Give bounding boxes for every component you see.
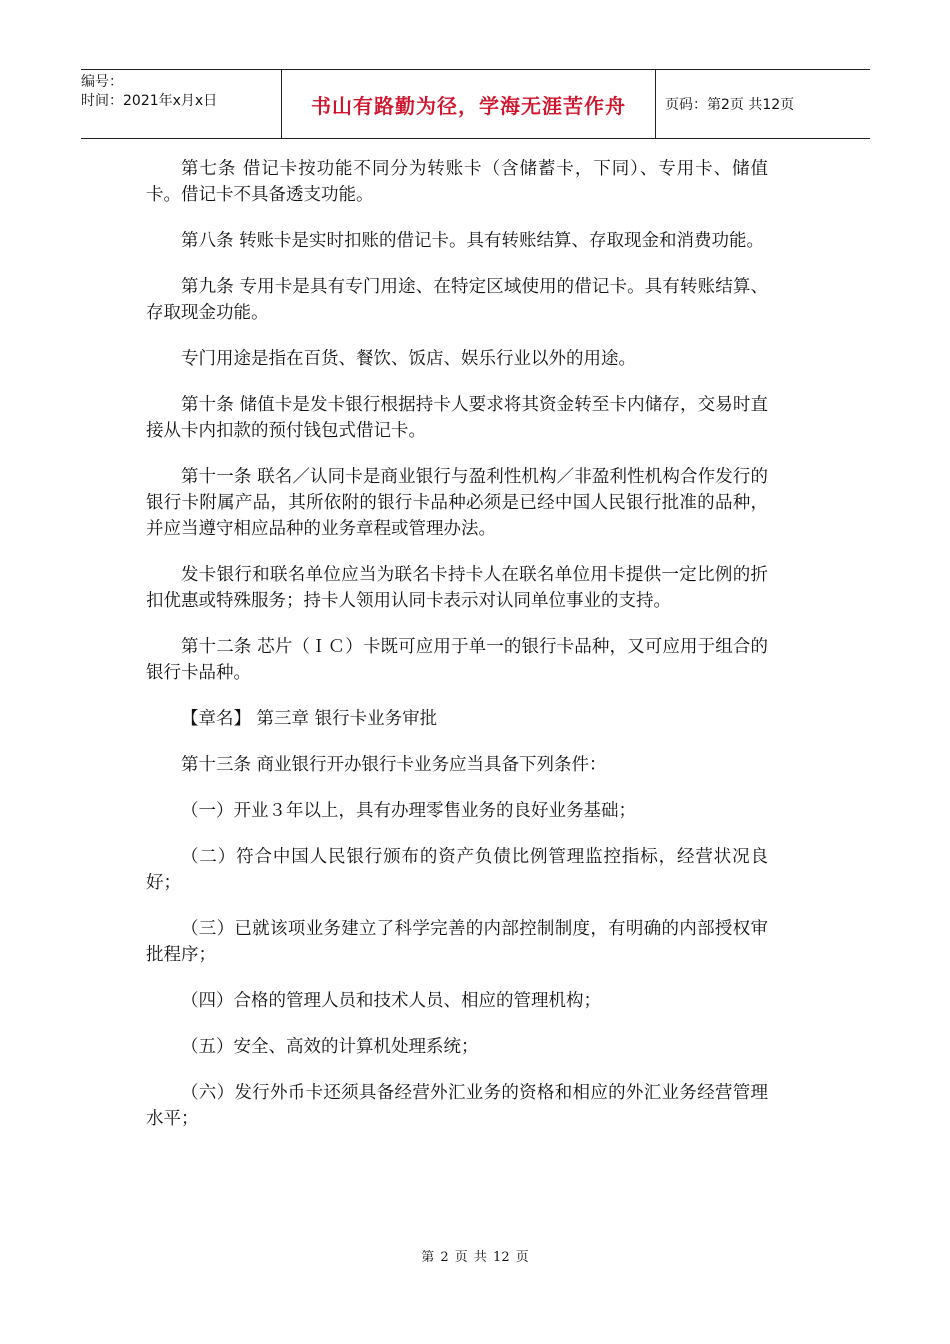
- article-12: 第十二条 芯片（ＩＣ）卡既可应用于单一的银行卡品种，又可应用于组合的银行卡品种。: [146, 637, 768, 683]
- article-8: 第八条 转账卡是实时扣账的借记卡。具有转账结算、存取现金和消费功能。: [181, 231, 765, 251]
- condition-3: （三）已就该项业务建立了科学完善的内部控制制度，有明确的内部授权审批程序；: [146, 919, 768, 965]
- chapter-heading: 【章名】 第三章 银行卡业务审批: [181, 709, 438, 729]
- header-motto-cell: [281, 70, 656, 138]
- date-line: 时间：2021年x月x日: [81, 93, 218, 109]
- condition-4: （四）合格的管理人员和技术人员、相应的管理机构；: [181, 991, 601, 1011]
- serial-label: 编号：: [81, 74, 123, 90]
- article-10: 第十条 储值卡是发卡银行根据持卡人要求将其资金转至卡内储存，交易时直接从卡内扣款的预付钱包式借记卡。: [146, 395, 768, 441]
- condition-1: （一）开业３年以上，具有办理零售业务的良好业务基础；: [181, 801, 636, 821]
- footer-page-number: 第 2 页 共 12 页: [421, 1250, 529, 1265]
- article-9: 第九条 专用卡是具有专门用途、在特定区域使用的借记卡。具有转账结算、存取现金功能。: [146, 277, 768, 323]
- article-11: 第十一条 联名／认同卡是商业银行与盈利性机构／非盈利性机构合作发行的银行卡附属产品，其所依附的银行卡品种必须是已经中国人民银行批准的品种，并应当遵守相应品种的业务章程或管理办法。: [146, 467, 768, 539]
- motto: 书山有路勤为径，学海无涯苦作舟: [311, 93, 626, 118]
- header-meta: [81, 70, 281, 141]
- special-use-note: 专门用途是指在百货、餐饮、饭店、娱乐行业以外的用途。: [181, 349, 636, 369]
- page-header: [81, 69, 870, 139]
- article-13: 第十三条 商业银行开办银行卡业务应当具备下列条件：: [181, 755, 607, 775]
- page-footer: [0, 1246, 950, 1265]
- condition-2: （二）符合中国人民银行颁布的资产负债比例管理监控指标，经营状况良好；: [146, 847, 768, 893]
- page-info: 页码：第2页 共12页: [665, 97, 795, 113]
- cobrand-note: 发卡银行和联名单位应当为联名卡持卡人在联名单位用卡提供一定比例的折扣优惠或特殊服务；持卡人领用认同卡表示对认同单位事业的支持。: [146, 565, 768, 611]
- article-7: 第七条 借记卡按功能不同分为转账卡（含储蓄卡，下同）、专用卡、储值卡。借记卡不具备透支功能。: [146, 159, 768, 205]
- header-page-info-cell: [655, 70, 870, 138]
- condition-5: （五）安全、高效的计算机处理系统；: [181, 1037, 479, 1057]
- document-body: [146, 156, 768, 1152]
- condition-6: （六）发行外币卡还须具备经营外汇业务的资格和相应的外汇业务经营管理水平；: [146, 1083, 768, 1129]
